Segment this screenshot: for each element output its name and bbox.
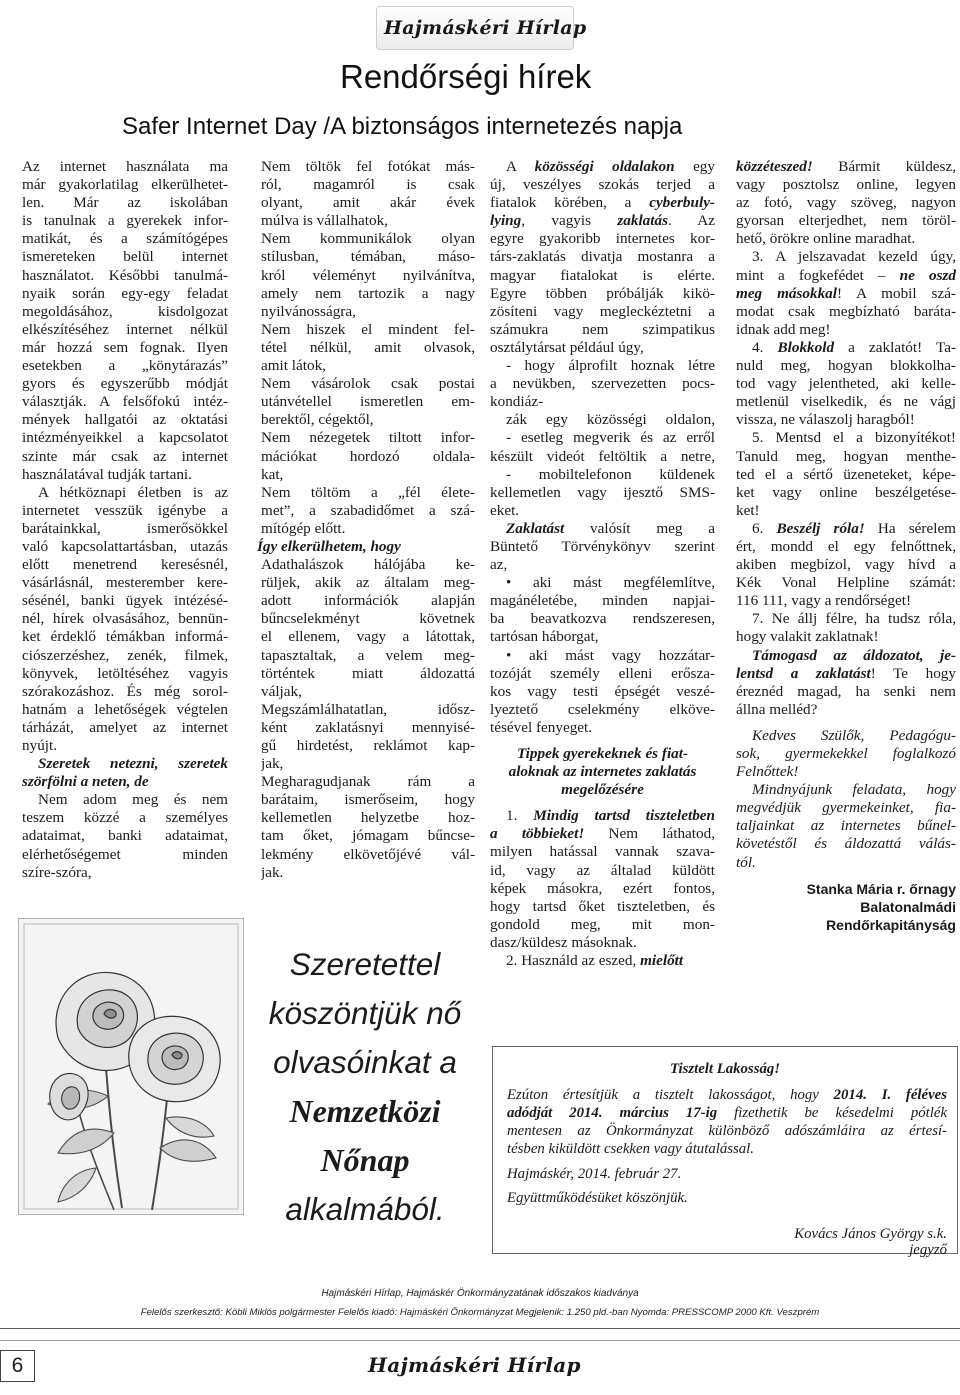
article-line: amit látok, [261, 357, 326, 375]
article-line: ket vagy online beszélgetése- [736, 483, 956, 501]
article-line: megoldásához, kisdolgozat [22, 302, 228, 320]
article-line: Tippek gyerekeknek és fiat- [516, 745, 689, 762]
article-line: 7. Ne állj félre, ha tudsz róla, [752, 610, 956, 628]
article-line: eket. [490, 501, 520, 519]
article-line: Nem töltöm a „fél élete- [261, 483, 475, 501]
article-line: Nem töltök fel fotókat más- [261, 158, 475, 175]
article-line: mint a fogkefédet – ne oszd [736, 266, 956, 284]
notice-line: adódját 2014. március 17-ig fizethetik be késedelmi pótlék [507, 1105, 948, 1121]
article-line: Egyre többen próbálják kikö- [490, 284, 715, 302]
article-line: könyvek, letöltéséhez vagyis [22, 664, 228, 682]
column-spacer [490, 737, 715, 745]
article-line: metlenül viselkedik, és ne vágj [736, 393, 956, 411]
article-line: vagy posztolsz online, legyen [736, 176, 956, 194]
article-line: utánvétellel ismeretlen em- [261, 393, 475, 411]
article-line: ket érdeklő témákban informá- [22, 628, 228, 646]
article-column-4 [736, 158, 956, 934]
article-line: megelőzésére [561, 781, 644, 799]
article-line: használatot. Későbbi tanulmá- [22, 266, 228, 284]
article-line: taljainkat az internetes bűnel- [736, 817, 956, 835]
article-line: berektől, cégektől, [261, 411, 374, 429]
article-line: zösíteni vagy megleckéztetni a [490, 302, 715, 320]
article-line: Rendőrkapitányság [826, 916, 956, 933]
masthead-logo-text: Hajmáskéri Hírlap [384, 17, 587, 39]
article-line: már hozzá sem fognak. Ilyen [22, 338, 228, 356]
article-line: egyre gyakoribb internetes kor- [490, 230, 715, 248]
article-line: hető, örökre online maradhat. [736, 230, 916, 248]
article-line: esetekben a „könytárazás” [22, 357, 228, 375]
article-line: 2. Használd az eszed, mielőtt [506, 952, 684, 970]
article-line: ket! [736, 501, 760, 519]
article-line: a nevükben, szervezetten pocs- [490, 375, 715, 393]
article-line: Nem kommunikálok olyan [261, 230, 475, 248]
article-line: A közösségi oldalakon egy [506, 158, 715, 175]
article-line: Megharagudjanak rám a [261, 773, 475, 791]
article-line: 6. Beszélj róla! Ha sérelem [752, 519, 956, 537]
article-line: 1. Mindig tartsd tiszteletben [506, 807, 715, 825]
article-line: - hogy álprofilt hoznak létre [506, 357, 715, 375]
notice-title: Tisztelt Lakosság! [669, 1061, 781, 1077]
article-line: hogy valakit zaklatnak! [736, 628, 879, 646]
article-line: dasz/küldesz másoknak. [490, 933, 637, 951]
article-line: kellemetlen vagy ijesztő SMS- [490, 483, 715, 501]
article-line: állna melléd? [736, 700, 818, 718]
article-line: • aki mást megfélemlítve, [506, 574, 715, 592]
article-line: tartósan háborgat, [490, 628, 599, 646]
footer-logo-text: Hajmáskéri Hírlap [368, 1353, 581, 1377]
article-line: nuld meg, hogyan blokkolha- [736, 357, 956, 375]
article-line: 5. Mentsd el a bizonyítékot! [752, 429, 956, 447]
article-line: teszem közzé a személyes [22, 809, 228, 827]
article-line: Szeretek netezni, szeretek [38, 755, 228, 773]
article-line: len. Már az iskolában [22, 194, 228, 212]
article-line: 3. A jelszavadat kezeld úgy, [752, 248, 956, 266]
footer-logo [365, 1346, 581, 1384]
article-line: kat, [261, 465, 284, 483]
article-line: Balatonalmádi [860, 898, 956, 915]
notice-line: tésben kiküldött csekken vagy átutalással. [507, 1141, 754, 1157]
article-line: történtek miatt áldozattá [261, 664, 475, 682]
article-line: adataimat, banki adataimat, [22, 827, 228, 845]
notice-signatory: Kovács János György s.k. [794, 1226, 947, 1242]
footer-rule [0, 1340, 960, 1341]
article-line: tapasztaltak, a velem meg- [261, 646, 475, 664]
article-line: A hétköznapi életben is az [38, 483, 228, 501]
article-line: számukra nem szimpatikus [490, 320, 715, 338]
article-line: nyújt. [22, 737, 58, 754]
article-line: Megszámlálhatatlan, idősz- [261, 700, 475, 718]
article-line: szörfölni a neten, de [22, 773, 149, 791]
article-line: lyeztető cselekmény elköve- [490, 700, 715, 718]
article-line: nyaik során egy-egy feladat [22, 284, 228, 302]
article-line: vissza, ne válaszolj haragból! [736, 411, 915, 429]
article-column-1 [22, 158, 228, 882]
article-line: Nem adom meg és nem [38, 791, 228, 809]
article-line: Nem hiszek el mindent fel- [261, 320, 475, 338]
article-line: Az internet használata ma [22, 158, 228, 175]
article-line: kondiáz- [490, 393, 544, 411]
article-line: hogy tartsd őket tiszteletben, és [490, 897, 715, 915]
greeting-line: Szeretettel [289, 946, 441, 982]
article-line: - mobiltelefonon küldenek [506, 465, 715, 483]
article-line: met”, a szabadidőmet a szá- [261, 501, 475, 519]
article-line: adott információk alapján [261, 592, 475, 610]
article-line: idnak add meg! [736, 320, 831, 338]
article-line: matikát, és a számítógépes [22, 230, 228, 248]
article-line: tam őket, jómagam bűncse- [261, 827, 475, 845]
article-line: tárházát, amelyet az internet [22, 718, 228, 736]
article-line: mációkat hordozó oldala- [261, 447, 475, 465]
article-line: már gyakorlatilag elkerülhetet- [22, 176, 228, 194]
column-spacer [736, 872, 956, 880]
article-line: olyant, amit akár évek [261, 194, 475, 212]
article-line: internetet vesszük igénybe a [22, 501, 228, 519]
article-line: Kék Vonal Helpline számát: [736, 574, 956, 592]
article-line: modat csak megbízható baráta- [736, 302, 956, 320]
article-line: megvédjük gyermekeinket, fia- [736, 799, 956, 817]
article-line: meg másokkal! A mobil szá- [736, 284, 956, 302]
article-line: id, vagy az általad küldött [490, 861, 715, 879]
article-line: gondold meg, mit mon- [490, 915, 715, 933]
article-line: el ellenem, vagy a látottak, [261, 628, 475, 646]
article-line: a többieket! Nem láthatod, [490, 825, 715, 843]
notice-signatory-title: jegyző [909, 1242, 947, 1258]
article-column-2 [257, 158, 475, 882]
masthead-logo [376, 6, 587, 50]
article-line: Büntető Törvénykönyv szerint [490, 537, 715, 555]
article-line: követéstől és áldozattá válás- [736, 835, 956, 853]
article-line: tod vagy jelentheted, aki kelle- [736, 375, 956, 393]
article-line: akiben megbízol, vagy hívd a [736, 556, 956, 574]
article-line: szórakozáshoz. És még sorol- [22, 682, 228, 700]
article-line: jak. [261, 863, 284, 881]
article-line: Zaklatást valósít meg a [506, 519, 715, 537]
article-line: król véleményt nyilvánítva, [261, 266, 475, 284]
article-line: közzéteszed! Bármit küldesz, [736, 158, 956, 175]
article-line: lying, vagyis zaklatás. Az [490, 212, 715, 230]
article-line: nyilvánosságra, [261, 302, 356, 320]
notice-date: Hajmáskér, 2014. február 27. [507, 1166, 682, 1182]
article-line: ismereteken belül internet [22, 248, 228, 266]
article-line: magyar fiatalokat is elérte. [490, 266, 715, 284]
article-line: rüljek, akik az általam meg- [261, 574, 475, 592]
article-line: képek másokra, ezért fontos, [490, 879, 715, 897]
article-line: való kapcsolattartásban, utazás [22, 537, 228, 555]
article-line: - esetleg megverik és az erről [506, 429, 715, 447]
greeting-line: alkalmából. [285, 1191, 445, 1227]
greeting-line: Nőnap [320, 1142, 410, 1178]
page-number: 6 [0, 1350, 35, 1382]
article-line: sok, gyermekekkel foglalkozó [736, 745, 956, 762]
article-line: lentsd a zaklatást! Te hogy [736, 664, 956, 682]
footer-publication-line: Hajmáskéri Hírlap, Hajmáskér Önkormányzatának időszakos kiadványa [321, 1288, 639, 1299]
article-line: mények hallgatói az oktatási [22, 411, 228, 429]
article-line: ba beavatkozva rendszeresen, [490, 610, 715, 628]
tax-notice-box [492, 1046, 958, 1258]
article-line: az fotó, vagy szöveg, nagyon [736, 194, 956, 212]
greeting-line: Nemzetközi [289, 1093, 441, 1129]
footer-credits-line: Felelős szerkesztő: Köbli Miklós polgármester Felelős kiadó: Hajmáskéri Önkormányzat Megjelenik: 1.250 pld.-ban Nyomda: PRESSCOMP 2000 Kft. Veszprém [140, 1307, 820, 1318]
article-title: Safer Internet Day /A biztonságos internetezés napja [122, 113, 683, 140]
article-line: tésével fenyeget. [490, 718, 593, 736]
article-line: barátainkkal, ismerősökkel [22, 519, 228, 537]
article-line: kos vagy testi épségét veszé- [490, 682, 715, 700]
article-line: tól. [736, 853, 756, 871]
article-line: amely nem tartozik a nagy [261, 284, 475, 302]
column-spacer [490, 799, 715, 807]
article-line: éreznéd magad, ha senki nem [736, 682, 956, 700]
article-column-3 [490, 158, 715, 970]
article-line: szíre-szóra, [22, 863, 92, 881]
article-line: Nem vásárolok csak postai [261, 375, 475, 393]
article-line: nél, hírek olvasásához, bennün- [22, 610, 228, 628]
article-line: az, [490, 556, 508, 574]
footer-rule [0, 1328, 960, 1329]
article-line: ciószerzéshez, zenék, filmek, [22, 646, 228, 664]
article-line: 116 111, vagy a rendőrséget! [736, 592, 912, 610]
article-line: zák egy közösségi oldalon, [506, 411, 715, 429]
article-line: sésénél, banki ügyek intézésé- [22, 592, 228, 610]
article-line: Támogasd az áldozatot, je- [752, 646, 956, 664]
article-line: előtt menetrend keresésnél, [22, 556, 228, 574]
article-line: készült videót feltöltik a netre, [490, 447, 715, 465]
article-line: gyorsan elterjedhet, nem töröl- [736, 212, 956, 230]
article-line: új, veszélyes szokás terjed a [490, 176, 715, 194]
article-line: mítógép előtt. [261, 519, 346, 537]
article-line: Mindnyájunk feladata, hogy [752, 781, 956, 799]
womens-day-greeting [260, 940, 470, 1234]
article-line: gyors és egyszerűbb módját [22, 375, 228, 393]
article-line: Adathalászok hálójába ke- [261, 556, 475, 574]
article-line: bűncselekményt követnek [261, 610, 475, 628]
article-line: stílusban, témában, máso- [261, 248, 475, 266]
article-line: múlva is vállalhatok, [261, 212, 388, 230]
article-line: Tanuld meg, hogyan menthe- [736, 447, 956, 465]
article-line: 4. Blokkold a zaklatót! Ta- [752, 338, 956, 356]
notice-line: Ezúton értesítjük a tisztelt lakosságot, hogy 2014. I. féléves [507, 1087, 947, 1103]
article-line: ted el a sértő üzeneteket, képe- [736, 465, 956, 483]
article-line: vásárlásnál, mesterember kere- [22, 574, 228, 592]
article-line: gű hirdetést, reklámot kap- [261, 737, 475, 754]
article-line: barátaim, ismerőseim, hogy [261, 791, 475, 809]
article-line: intézményeikkel a kapcsolatot [22, 429, 228, 447]
article-line: társ-zaklatás divatja mostanra a [490, 248, 715, 266]
article-line: szinte már csak az internet [22, 447, 228, 465]
article-line: tozóját személy elleni erősza- [490, 664, 715, 682]
section-headline: Rendőrségi hírek [340, 58, 592, 95]
column-spacer [736, 719, 956, 727]
article-line: aloknak az internetes zaklatás [508, 763, 697, 781]
article-line: milyen hatással vannak szava- [490, 843, 715, 861]
article-line: magánéletébe, minden napjai- [490, 592, 715, 610]
article-line: ként zaklatásnyi mennyisé- [261, 718, 475, 736]
greeting-line: olvasóinkat a [273, 1044, 457, 1080]
article-line: Felnőttek! [736, 763, 799, 781]
article-line: elérhetőségemet minden [22, 845, 228, 863]
article-line: Nem nézegetek tiltott infor- [261, 429, 475, 447]
article-line: választják. A felsőfokú intéz- [22, 393, 228, 411]
article-line: jak, [261, 755, 284, 773]
article-line: ért, mondd el egy felnőttnek, [736, 537, 956, 555]
article-line: fiatalok körében, a cyberbuly- [490, 194, 715, 212]
article-line: elkészítéséhez internet nélkül [22, 320, 228, 338]
article-line: • aki mást vagy hozzátar- [506, 646, 715, 664]
notice-closing: Együttműködésüket köszönjük. [507, 1190, 688, 1206]
article-line: tétel nélkül, amit olvasok, [261, 338, 475, 356]
roses-illustration [18, 918, 244, 1215]
article-line: kellemetlen helyzetbe hoz- [261, 809, 475, 827]
article-line: osztálytársat például úgy, [490, 338, 644, 356]
notice-line: mentesen az Önkormányzat különböző adószámláira az értesí- [507, 1123, 947, 1139]
article-line: ról, magamról is csak [261, 176, 475, 194]
article-line: Így elkerülhetem, hogy [257, 537, 401, 555]
article-line: Stanka Mária r. őrnagy [806, 880, 956, 897]
article-line: lekmény elkövetőjévé vál- [261, 845, 475, 863]
article-line: Kedves Szülők, Pedagógu- [752, 726, 956, 744]
article-line: váljak, [261, 682, 302, 700]
article-line: használatával tudják tartani. [22, 465, 192, 483]
article-line: hatnám a lehetőségek végtelen [22, 700, 228, 718]
article-line: is tanulnak a gyerekek infor- [22, 212, 228, 230]
greeting-line: köszöntjük nő [268, 995, 462, 1031]
